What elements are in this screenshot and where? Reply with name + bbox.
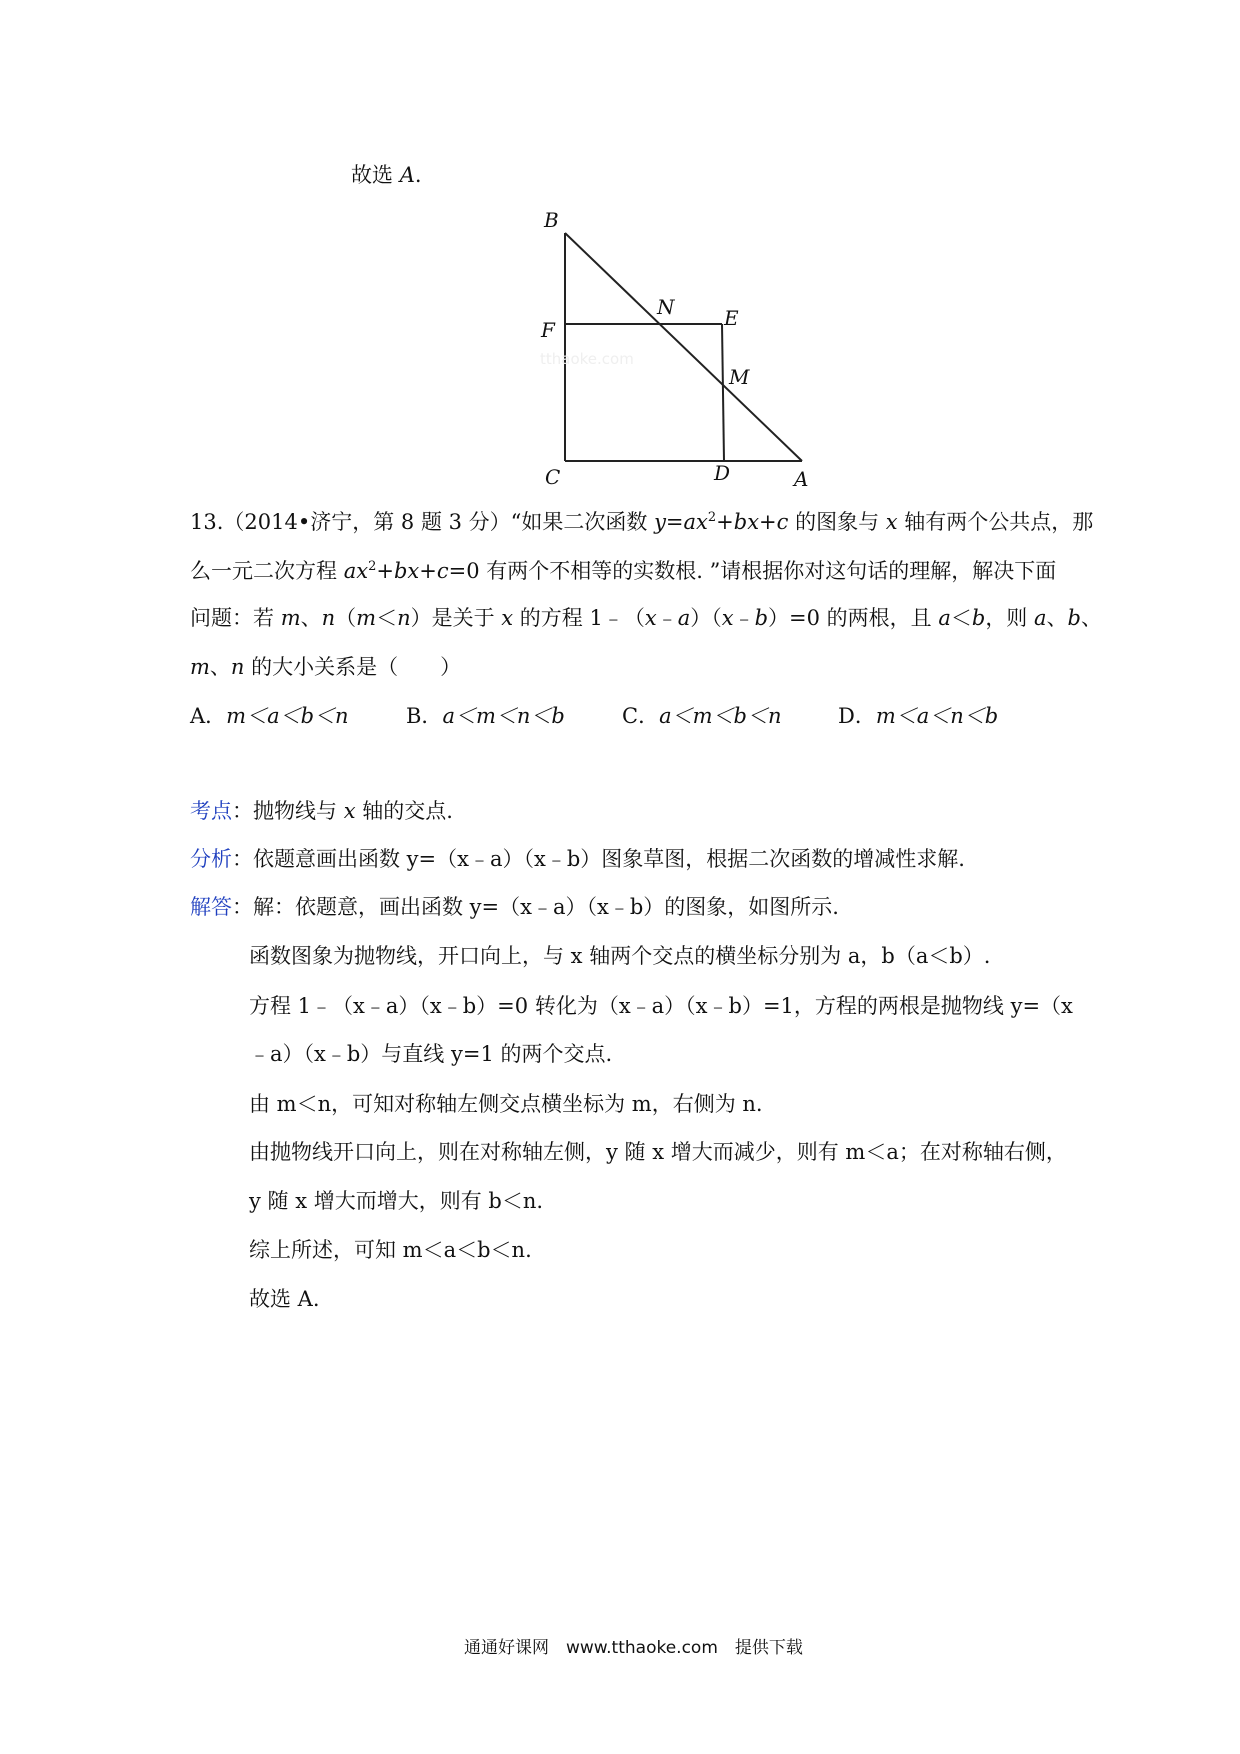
option-key: B． [406, 704, 443, 728]
jieda-line-9: 故选 A. [249, 1287, 320, 1311]
q-math: a [938, 606, 951, 630]
kaodian-text: 抛物线与 [253, 799, 344, 823]
figure-watermark: tthaoke.com [540, 350, 634, 368]
option-key: A． [190, 704, 227, 728]
q-text: 问题：若 [190, 606, 281, 630]
option-d [838, 706, 998, 727]
fenxi-label: 分析 [190, 847, 232, 871]
option-expr: a＜m＜n＜b [442, 704, 565, 728]
q-math: x [501, 606, 514, 630]
q-text: ）是关于 [410, 606, 502, 630]
q-text: 的图象与 [788, 510, 886, 534]
jieda-label: 解答 [190, 895, 232, 919]
q-text: ﹣ [656, 606, 678, 630]
q-math: b [1067, 606, 1081, 630]
label-N: N [657, 295, 675, 319]
top-conclusion-prefix: 故选 [351, 163, 400, 187]
label-A: A [794, 467, 809, 491]
q-sup: 2 [707, 510, 717, 525]
jieda-line-7: y 随 x 增大而增大，则有 b＜n. [249, 1189, 544, 1213]
q-math: m [190, 655, 210, 679]
option-b [406, 706, 565, 727]
page-footer: 通通好课网 www.tthaoke.com 提供下载 [464, 1638, 803, 1658]
label-C: C [545, 465, 561, 489]
q-math: n [230, 655, 245, 679]
q-text: 、 [300, 606, 322, 630]
label-B: B [544, 208, 559, 232]
q-text: ＜ [950, 606, 972, 630]
q-math: +bx+c [716, 510, 789, 534]
q-math: x [885, 510, 898, 534]
q-text: 、 [1046, 606, 1068, 630]
jieda-line-6: 由抛物线开口向上，则在对称轴左侧，y 随 x 增大而减少，则有 m＜a；在对称轴右侧， [249, 1140, 1067, 1164]
q-text: ）（ [690, 606, 722, 630]
kaodian-line [190, 801, 453, 822]
q-text: ，则 [985, 606, 1034, 630]
label-M: M [729, 365, 750, 389]
label-F: F [541, 318, 555, 342]
jieda-line-2: 函数图象为抛物线，开口向上，与 x 轴两个交点的横坐标分别为 a，b（a＜b）. [249, 944, 991, 968]
q-math: a [677, 606, 691, 630]
q-text: （ [335, 606, 357, 630]
q-math: y=ax [654, 510, 708, 534]
q-math: n [397, 606, 411, 630]
q-math: n [321, 606, 336, 630]
segment-BA [565, 233, 802, 461]
fenxi-line [190, 849, 965, 870]
jieda-colon: ： [232, 895, 253, 919]
q-text: ）=0 的两根，且 [768, 606, 939, 630]
fenxi-colon: ： [232, 847, 253, 871]
top-conclusion-var: A [399, 163, 415, 187]
q-text: =0 有两个不相等的实数根. ”请根据你对这句话的理解，解决下面 [448, 559, 1057, 583]
option-expr: m＜a＜b＜n [226, 704, 349, 728]
jieda-line-1 [190, 897, 839, 918]
q-text: 13.（2014•济宁，第 8 题 3 分）“如果二次函数 [190, 510, 655, 534]
option-key: C． [622, 704, 660, 728]
q-text: ＜ [376, 606, 398, 630]
q-math: +bx+c [376, 559, 449, 583]
q-sup: 2 [368, 559, 377, 574]
jieda-line-5: 由 m＜n，可知对称轴左侧交点横坐标为 m，右侧为 n. [249, 1092, 763, 1116]
q-math: ax [343, 559, 369, 583]
jieda-line-8: 综上所述，可知 m＜a＜b＜n. [249, 1238, 532, 1262]
q-text: ﹣ [733, 606, 755, 630]
q-math: a [1034, 606, 1047, 630]
segment-ED [722, 324, 724, 461]
q-math: b [971, 606, 986, 630]
kaodian-colon: ： [232, 799, 253, 823]
jieda-text: 解：依题意，画出函数 y=（x﹣a）（x﹣b）的图象，如图所示. [253, 895, 839, 919]
q-text: 的方程 1﹣（ [513, 606, 645, 630]
q-text: 么一元二次方程 [190, 559, 344, 583]
kaodian-text: 轴的交点. [355, 799, 453, 823]
option-c [622, 706, 781, 727]
q-text: 、 [209, 655, 231, 679]
question-line-1 [190, 511, 1093, 533]
q-text: 、 [1080, 606, 1102, 630]
label-D: D [714, 461, 731, 485]
kaodian-math: x [343, 799, 356, 823]
option-key: D． [838, 704, 876, 728]
fenxi-text: 依题意画出函数 y=（x﹣a）（x﹣b）图象草图，根据二次函数的增减性求解. [253, 847, 965, 871]
jieda-line-3: 方程 1﹣（x﹣a）（x﹣b）=0 转化为（x﹣a）（x﹣b）=1，方程的两根是抛物线 y=（x [249, 994, 1073, 1018]
kaodian-label: 考点 [190, 799, 232, 823]
q-math: x [644, 606, 657, 630]
jieda-line-4: ﹣a）（x﹣b）与直线 y=1 的两个交点. [249, 1042, 613, 1066]
top-conclusion-suffix: . [414, 163, 422, 187]
q-text: 轴有两个公共点，那 [897, 510, 1094, 534]
q-math: m [356, 606, 377, 630]
option-a [190, 706, 349, 727]
option-expr: m＜a＜n＜b [875, 704, 999, 728]
label-E: E [724, 306, 739, 330]
question-line-4 [190, 657, 461, 678]
option-expr: a＜m＜b＜n [659, 704, 782, 728]
question-line-3 [190, 608, 1102, 629]
q-text: 的大小关系是（ ） [244, 655, 462, 679]
question-line-2 [190, 560, 1056, 582]
q-math: x [721, 606, 734, 630]
q-math: m [280, 606, 301, 630]
q-math: b [754, 606, 769, 630]
